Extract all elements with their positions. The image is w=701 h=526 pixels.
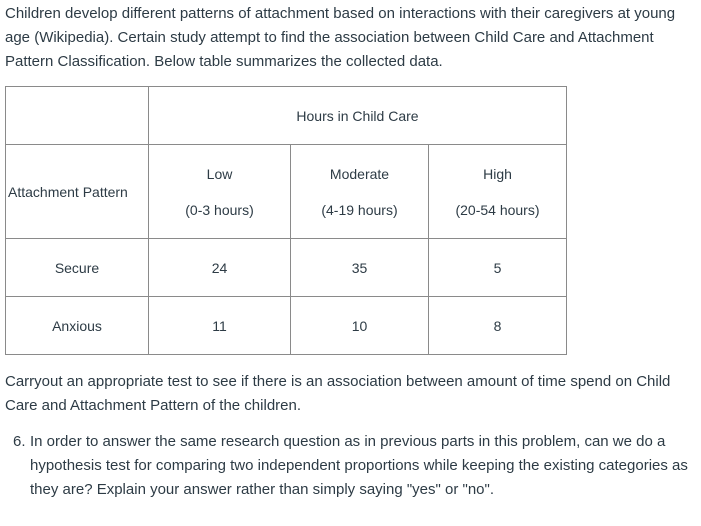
question-text: In order to answer the same research question as in previous parts in this problem, can we do a hypothesis test for comparing two independent proportions while keeping the existing categories as they are? Explain your answer rather than simply saying "yes" or "no". [30,433,688,498]
column-header-moderate [291,145,429,239]
column-label: Low [206,166,233,182]
column-range: (0-3 hours) [185,202,254,218]
contingency-table [5,86,567,355]
attachment-pattern-label: Attachment Pattern [8,183,128,200]
column-header-low [149,145,291,239]
table-header-row [6,87,567,145]
table-cell: 10 [291,297,429,355]
row-label-anxious: Anxious [6,297,149,355]
intro-paragraph: Children develop different patterns of attachment based on interactions with their caregivers at young age (Wikipedia). Certain study attempt to find the association between Child Care and Attachment Pattern Classification. Below table summarizes the collected data. [5,5,676,70]
attachment-pattern-header [6,145,149,239]
row-label-secure: Secure [6,239,149,297]
question-number: 6. [13,433,26,450]
table-corner-cell [6,87,149,145]
hours-header-cell: Hours in Child Care [149,87,567,145]
column-label: High [483,166,512,182]
column-range: (4-19 hours) [321,202,398,218]
column-range: (20-54 hours) [455,202,540,218]
column-header-high [429,145,567,239]
table-row [6,239,567,297]
table-cell: 35 [291,239,429,297]
table-cell: 5 [429,239,567,297]
question-item [5,430,697,502]
table-row [6,297,567,355]
followup-paragraph: Carryout an appropriate test to see if there is an association between amount of time spend on Child Care and Attachment Pattern of the children. [5,373,671,414]
table-cell: 8 [429,297,567,355]
table-cell: 24 [149,239,291,297]
column-label: Moderate [329,166,390,182]
table-column-header-row [6,145,567,239]
table-cell: 11 [149,297,291,355]
